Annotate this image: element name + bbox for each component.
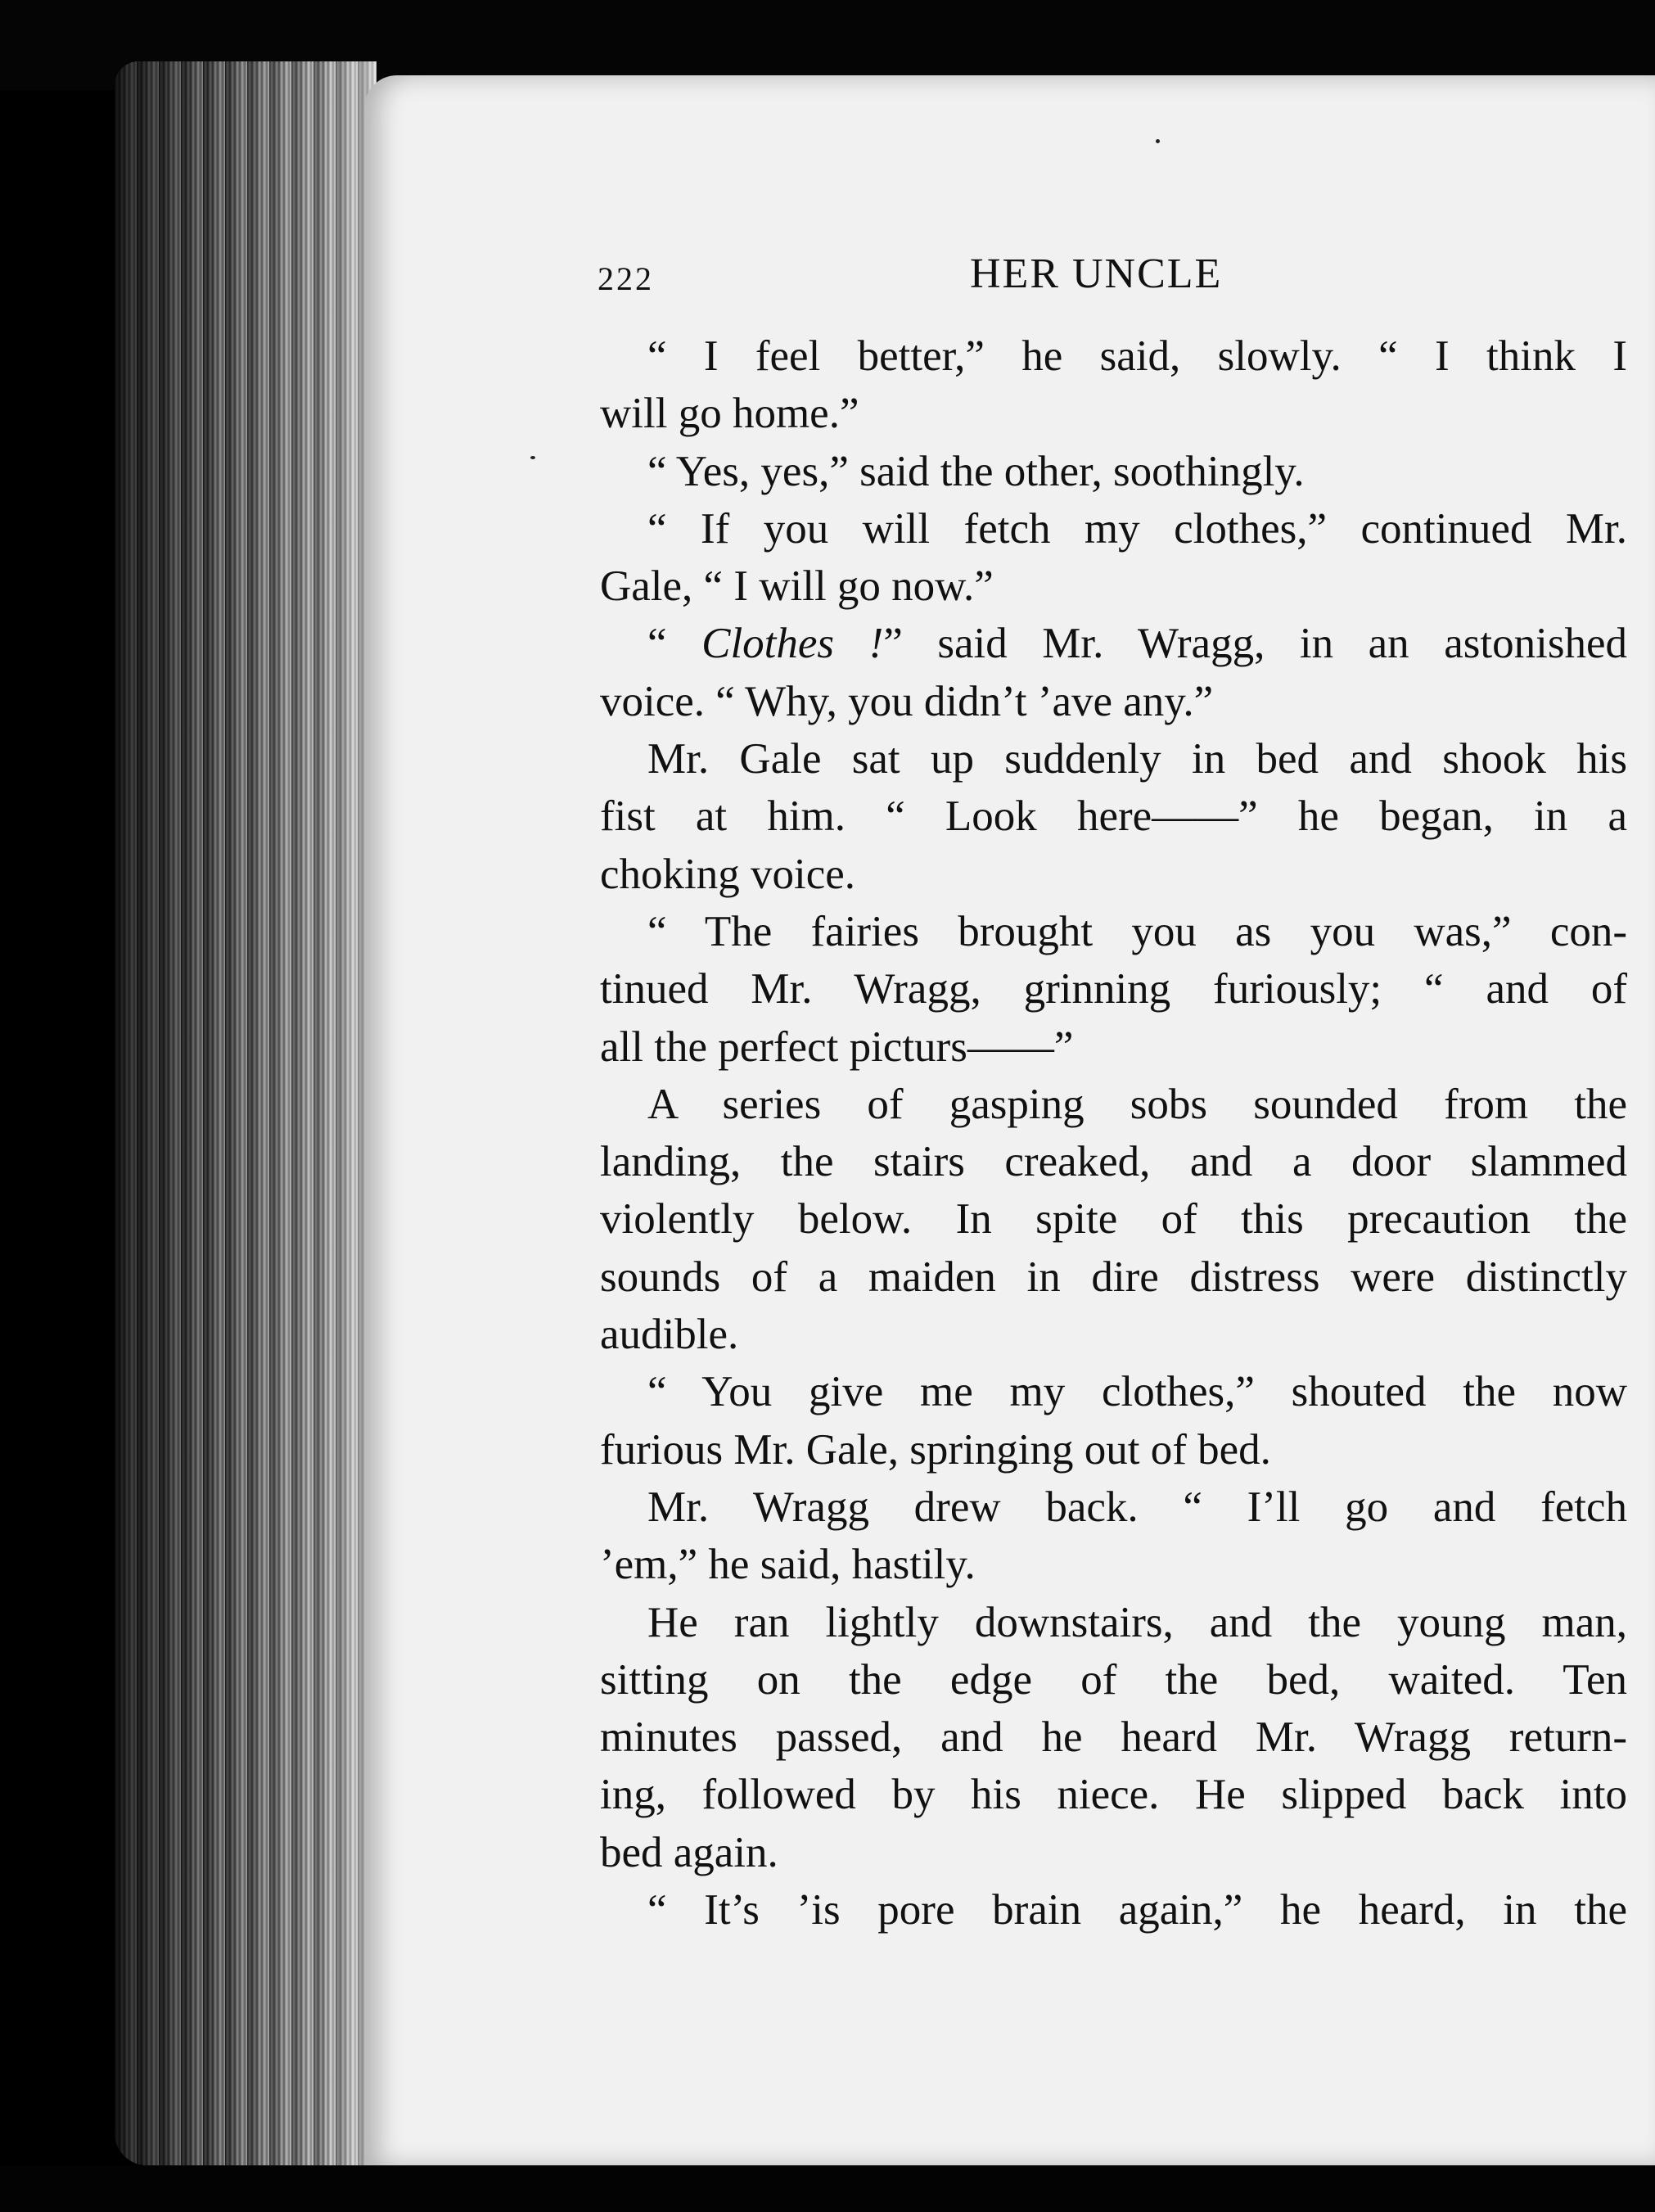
text-line: all the perfect picturs——” [600,1022,1074,1071]
text-line: Gale, “ I will go now.” [600,562,994,611]
text-line: “ I feel better,” he said, slowly. “ I think I [647,332,1627,380]
text-line: bed again. [600,1828,778,1876]
text-line: ’em,” he said, hastily. [600,1541,976,1589]
text-line: sounds of a maiden in dire distress were distinctly [600,1253,1627,1301]
text-line: “ If you will fetch my clothes,” continued Mr. [647,504,1627,553]
text-line: minutes passed, and he heard Mr. Wragg return- [600,1713,1627,1762]
text-line: “ You give me my clothes,” shouted the now [647,1368,1627,1416]
page-header [598,250,1637,307]
running-head: HER UNCLE [970,251,1223,297]
text-line [600,615,1627,672]
page-stack-shadow [115,61,377,2165]
text-line: audible. [600,1311,739,1359]
text-line: choking voice. [600,850,856,898]
text-line-rest: ” said Mr. Wragg, in an astonished [883,620,1627,668]
text-line: “ The fairies brought you as you was,” con- [647,907,1627,955]
text-line: tinued Mr. Wragg, grinning furiously; “ and of [600,965,1627,1013]
text-line: voice. “ Why, you didn’t ’ave any.” [600,677,1214,725]
text-line: fist at him. “ Look here——” he began, in a [600,792,1627,841]
text-line: “ Yes, yes,” said the other, soothingly. [647,447,1305,495]
scan-speck [1156,139,1160,143]
text-line: landing, the stairs creaked, and a door slammed [600,1138,1627,1186]
text-line: ing, followed by his niece. He slipped back into [600,1771,1627,1819]
text-line: A series of gasping sobs sounded from the [647,1080,1627,1128]
italic-word: Clothes ! [701,620,884,668]
text-line-prefix: “ [647,620,702,668]
text-line: violently below. In spite of this precaution the [600,1195,1627,1244]
text-line: will go home.” [600,390,859,438]
text-line: “ It’s ’is pore brain again,” he heard, in the [647,1886,1627,1934]
text-line: He ran lightly downstairs, and the young man, [647,1598,1627,1646]
page-number: 222 [598,260,654,297]
text-line: Mr. Gale sat up suddenly in bed and shook his [647,735,1627,783]
scan-background-bottom [0,2165,1655,2212]
text-line: furious Mr. Gale, springing out of bed. [600,1425,1271,1474]
text-line: sitting on the edge of the bed, waited. Ten [600,1655,1627,1704]
body-text [600,327,1627,1939]
scan-speck [530,456,535,459]
text-line: Mr. Wragg drew back. “ I’ll go and fetch [647,1483,1627,1531]
